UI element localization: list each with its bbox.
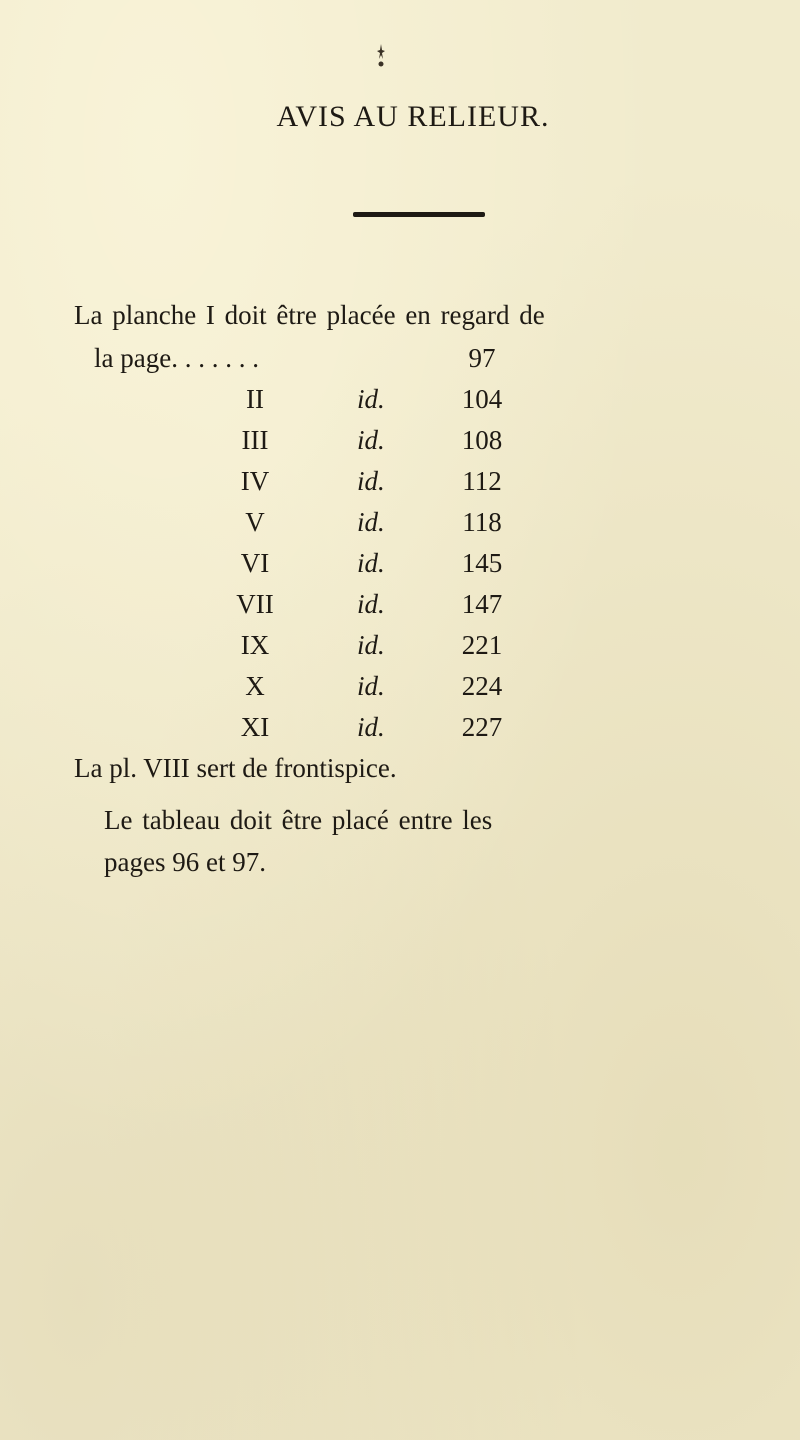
page-number: 97	[468, 343, 496, 373]
plate-number: VI	[240, 548, 270, 578]
table-placement-note: Le tableau doit être placé entre les	[104, 805, 493, 835]
table-row	[0, 466, 800, 506]
frontispiece-note: La pl. VIII sert de frontispice.	[74, 753, 397, 783]
page-number: 227	[461, 712, 503, 742]
idem-ref: id.	[357, 548, 385, 578]
table-row	[0, 548, 800, 588]
table-placement-note-continued: pages 96 et 97.	[104, 847, 266, 877]
idem-ref: id.	[357, 425, 385, 455]
idem-ref: id.	[357, 712, 385, 742]
page-number: 118	[462, 507, 502, 537]
plate-number: II	[246, 384, 264, 414]
page-number: 104	[461, 384, 503, 414]
page-title: AVIS AU RELIEUR.	[276, 100, 550, 133]
idem-ref: id.	[357, 466, 385, 496]
table-row	[0, 343, 800, 383]
plate-number: III	[241, 425, 269, 455]
ornament-icon	[376, 42, 386, 68]
plate-number: XI	[240, 712, 270, 742]
page-number: 112	[462, 466, 502, 496]
idem-ref: id.	[357, 384, 385, 414]
page-number: 108	[461, 425, 503, 455]
first-row-lead: la page. . . . . . .	[94, 343, 259, 373]
table-row	[0, 712, 800, 752]
table-row	[0, 671, 800, 711]
idem-ref: id.	[357, 507, 385, 537]
plate-number: IX	[240, 630, 270, 660]
plate-number: X	[245, 671, 265, 701]
intro-text: La planche I doit être placée en regard de	[74, 300, 545, 330]
table-row	[0, 425, 800, 465]
table-row	[0, 384, 800, 424]
plate-number: V	[245, 507, 265, 537]
plate-number: VII	[236, 589, 274, 619]
page-number: 145	[461, 548, 503, 578]
idem-ref: id.	[357, 671, 385, 701]
page-number: 147	[461, 589, 503, 619]
table-row	[0, 630, 800, 670]
page-number: 224	[461, 671, 503, 701]
page-number: 221	[461, 630, 503, 660]
idem-ref: id.	[357, 630, 385, 660]
title-rule	[353, 212, 485, 217]
table-row	[0, 507, 800, 547]
table-row	[0, 589, 800, 629]
idem-ref: id.	[357, 589, 385, 619]
plate-number: IV	[240, 466, 270, 496]
